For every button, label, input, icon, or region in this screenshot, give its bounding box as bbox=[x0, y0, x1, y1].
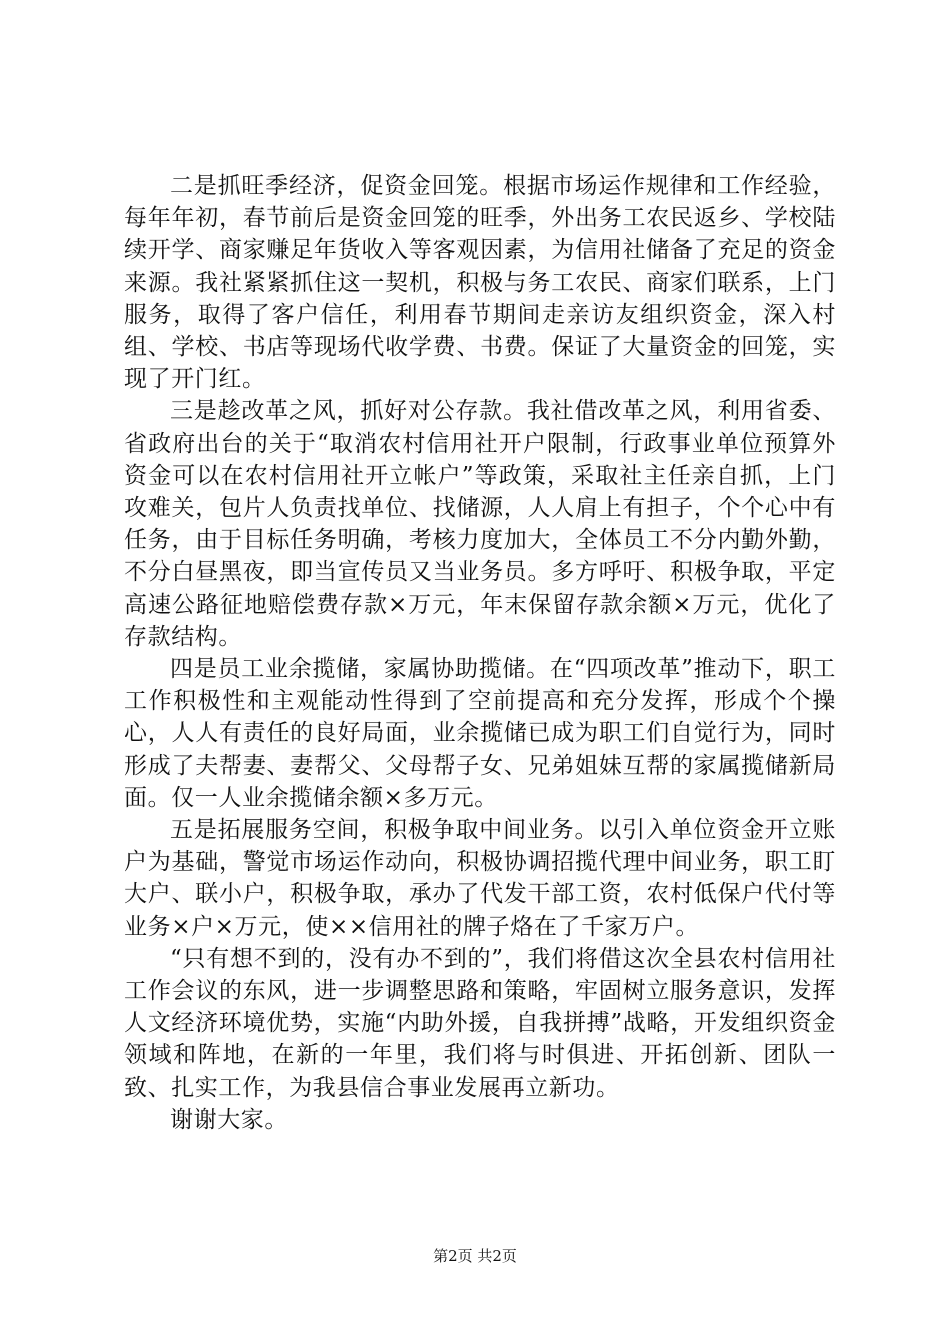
paragraph-thanks: 谢谢大家。 bbox=[170, 1106, 288, 1133]
paragraph-intermediary-business: 五是拓展服务空间，积极争取中间业务。以引入单位资金开立账户为基础，警觉市场运作动向，积极协调招揽代理中间业务，职工盯大户、联小户，积极争取，承办了代发干部工资，农村低保户代付等业务×户×万元，使××信用社的牌子烙在了千家万户。 bbox=[124, 817, 836, 940]
paragraph-reform-deposits: 三是趁改革之风，抓好对公存款。我社借改革之风，利用省委、省政府出台的关于“取消农村信用社开户限制，行政事业单位预算外资金可以在农村信用社开立帐户”等政策，采取社主任亲自抓，上门攻难关，包片人负责找单位、找储源，人人肩上有担子，个个心中有任务，由于目标任务明确，考核力度加大，全体员工不分内勤外勤，不分白昼黑夜，即当宣传员又当业务员。多方呼吁、积极争取，平定高速公路征地赔偿费存款×万元，年末保留存款余额×万元，优化了存款结构。 bbox=[124, 398, 836, 650]
paragraph-peak-season: 二是抓旺季经济，促资金回笼。根据市场运作规律和工作经验，每年年初，春节前后是资金回笼的旺季，外出务工农民返乡、学校陆续开学、商家赚足年货收入等客观因素，为信用社储备了充足的资金来源。我社紧紧抓住这一契机，积极与务工农民、商家们联系，上门服务，取得了客户信任，利用春节期间走亲访友组织资金，深入村组、学校、书店等现场代收学费、书费。保证了大量资金的回笼，实现了开门红。 bbox=[124, 173, 836, 393]
paragraph-staff-deposits: 四是员工业余揽储，家属协助揽储。在“四项改革”推动下，职工工作积极性和主观能动性得到了空前提高和充分发挥，形成个个操心，人人有责任的良好局面，业余揽储已成为职工们自觉行为，同时形成了夫帮妻、妻帮父、父母帮子女、兄弟姐妹互帮的家属揽储新局面。仅一人业余揽储余额×多万元。 bbox=[124, 656, 836, 811]
document-body bbox=[124, 170, 836, 1136]
paragraph-closing-remarks: “只有想不到的，没有办不到的”，我们将借这次全县农村信用社工作会议的东风，进一步调整思路和策略，牢固树立服务意识，发挥人文经济环境优势，实施“内助外援，自我拼搏”战略，开发组织资金领域和阵地，在新的一年里，我们将与时俱进、开拓创新、团队一致、扎实工作，为我县信合事业发展再立新功。 bbox=[124, 945, 836, 1101]
page-number-footer: 第2页 共2页 bbox=[433, 1247, 517, 1265]
